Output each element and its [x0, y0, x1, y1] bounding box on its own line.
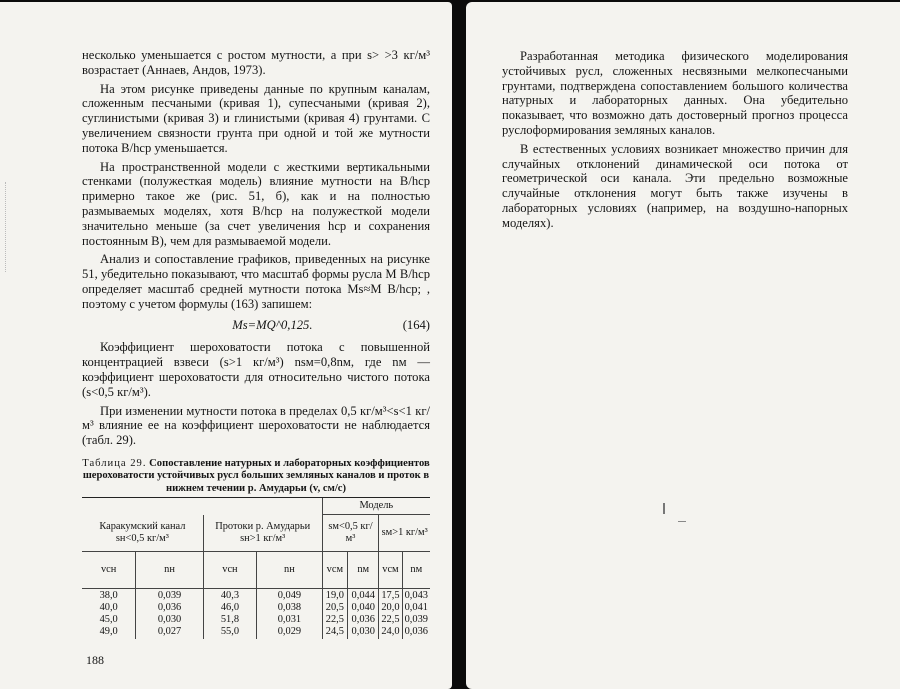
table-group-header: sм<0,5 кг/м³: [322, 515, 379, 552]
paragraph: При изменении мутности потока в пределах 0,5 кг/м³<s<1 кг/м³ влияние ее на коэффициент шероховатости не наблюдается (табл. 29).: [82, 403, 430, 448]
table-cell: 0,049: [277, 590, 302, 602]
table-column-header: vсн: [82, 552, 136, 589]
table-column: [348, 589, 379, 640]
table-cell: 0,030: [157, 614, 182, 626]
table-cell: 0,036: [351, 614, 375, 626]
table-column: [136, 589, 203, 640]
table-cell: 20,0: [381, 602, 400, 614]
scan-mark: [678, 521, 686, 522]
table-cell: 19,0: [325, 590, 344, 602]
table-cell: 0,039: [157, 590, 182, 602]
table-column-header: nм: [348, 552, 379, 589]
formula-number: (164): [402, 317, 430, 332]
table-cell: 24,5: [325, 626, 344, 638]
table-cell: 51,8: [220, 614, 240, 626]
table-cell: 38,0: [99, 590, 118, 602]
table-cell: 22,5: [325, 614, 344, 626]
table-cell: 40,3: [220, 590, 240, 602]
table-group-header: Протоки р. Амударьи sн>1 кг/м³: [203, 515, 322, 552]
right-page: [466, 2, 900, 689]
table-column: [257, 589, 322, 640]
table-column: [203, 589, 256, 640]
table-cell: 0,031: [277, 614, 302, 626]
scan-mark: [663, 503, 665, 514]
table-column: [322, 589, 348, 640]
paragraph: несколько уменьшается с ростом мутности, а при s> >3 кг/м³ возрастает (Аннаев, Андов, 1973).: [82, 48, 430, 77]
page-number: 188: [86, 653, 104, 667]
table-29: [82, 497, 430, 639]
table-column-header: vсн: [203, 552, 256, 589]
table-column-header: nн: [136, 552, 203, 589]
paragraph: Разработанная методика физического моделирования устойчивых русл, сложенных несвязными мелкопесчаными грунтами, подтверждена сопоставлением большого количества натурных и лабораторных данных. Она убедительно показывает, что возможно дать достоверный прогноз процесса руслоформирования земляных каналов.: [502, 49, 848, 137]
table-column-header: nм: [402, 552, 430, 589]
left-page: [0, 2, 452, 689]
table-group-header: Каракумский канал sн<0,5 кг/м³: [82, 515, 203, 552]
table-cell: 20,5: [325, 602, 344, 614]
formula-164: [82, 318, 430, 333]
table-column: [82, 589, 136, 640]
table-group-header: sм>1 кг/м³: [379, 515, 430, 552]
table-cell: 49,0: [99, 626, 118, 638]
table-caption-text: Сопоставление натурных и лабораторных коэффициентов шероховатости устойчивых русл больших земляных каналов и проток в нижнем течении р. Амударьи (v, см/с): [82, 457, 430, 494]
table-caption: [82, 458, 430, 495]
left-text-column: [82, 48, 430, 639]
paragraph: На пространственной модели с жесткими вертикальными стенками (полужесткая модель) влияние мутности на B/hср примерно такое же (рис. 51, б), как и на полностью размываемых моделях, хотя B/hср на полужесткой модели значительно меньше (за счет увеличения hср и сохранения постоянным B), чем для размываемой модели.: [82, 159, 430, 248]
table-cell: 0,030: [351, 626, 375, 638]
table-cell: 0,029: [277, 626, 302, 638]
table-cell: 40,0: [99, 602, 118, 614]
gutter-dots: [5, 182, 7, 272]
table-cell: 45,0: [99, 614, 118, 626]
table-column-header: vсм: [379, 552, 402, 589]
table-header-model: Модель: [322, 498, 430, 515]
table-cell: 0,041: [404, 602, 428, 614]
paragraph: На этом рисунке приведены данные по крупным каналам, сложенным песчаными (кривая 1), супесчаными (кривая 2), суглинистыми (кривая 3) и глинистыми (кривая 4) грунтами. С увеличением связности грунта при одной и той же мутности потока B/hср уменьшается.: [82, 81, 430, 155]
table-column-header: vсм: [322, 552, 348, 589]
table-cell: 24,0: [381, 626, 400, 638]
paragraph: В естественных условиях возникает множество причин для случайных отклонений динамической оси потока от геометрической оси канала. Эти предельно возможные случайные отклонения могут быть также изучены в лабораторных условиях (например, на воздушно-напорных моделях).: [502, 141, 848, 230]
table-header-cell: [82, 498, 322, 515]
table-cell: 0,040: [351, 602, 375, 614]
table-cell: 0,038: [277, 602, 302, 614]
table-cell: 22,5: [381, 614, 400, 626]
table-cell: 0,044: [351, 590, 375, 602]
paragraph: Анализ и сопоставление графиков, приведенных на рисунке 51, убедительно показывают, что масштаб формы русла M B/hср определяет масштаб средней мутности потока Ms≈M B/hср; , поэтому с учетом формулы (163) запишем:: [82, 252, 430, 311]
table-caption-label: Таблица 29.: [82, 457, 147, 469]
table-cell: 0,027: [157, 626, 182, 638]
table-cell: 0,043: [404, 590, 428, 602]
table-column: [402, 589, 430, 640]
table-cell: 0,039: [404, 614, 428, 626]
table-cell: 0,036: [157, 602, 182, 614]
table-cell: 46,0: [220, 602, 240, 614]
table-cell: 55,0: [220, 626, 240, 638]
formula-expression: Ms=MQ^0,125.: [232, 317, 313, 332]
table-cell: 17,5: [381, 590, 400, 602]
paragraph: Коэффициент шероховатости потока с повышенной концентрацией взвеси (s>1 кг/м³) nsм=0,8nм, где nм — коэффициент шероховатости для относительно чистого потока (s<0,5 кг/м³).: [82, 340, 430, 399]
right-text-column: [502, 49, 848, 231]
table-column: [379, 589, 402, 640]
table-column-header: nн: [257, 552, 322, 589]
table-cell: 0,036: [404, 626, 428, 638]
